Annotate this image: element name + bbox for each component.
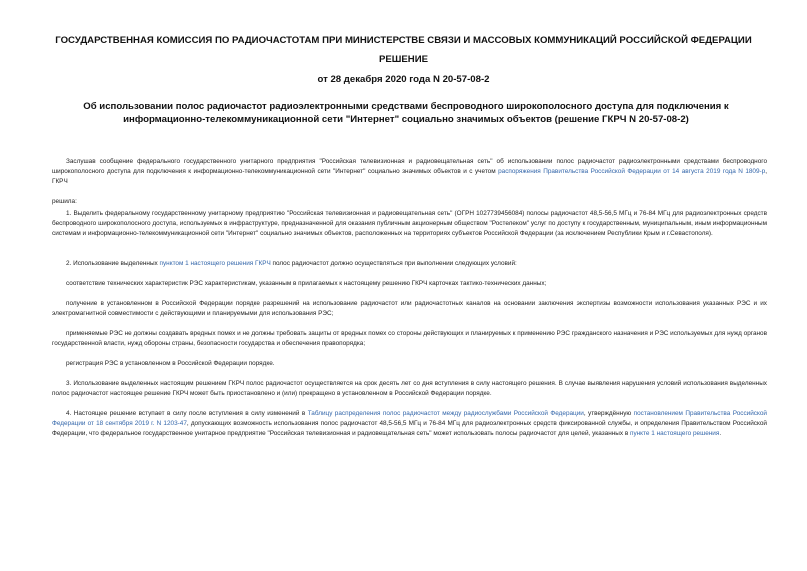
condition-2-paragraph [52, 299, 767, 319]
condition-4-paragraph [52, 359, 767, 369]
item-4-pre: 4. Настоящее решение вступает в силу после вступления в силу изменений в [66, 410, 308, 417]
item-3-text: 3. Использование выделенных настоящим решением ГКРЧ полос радиочастот осуществляется на срок десять лет со дня вступления в силу настоящего решения. В случае выявления нарушения условий использования выделенных полос радиочастот настоящее решение ГКРЧ может быть приостановлено и (или) прекращено в установленном в Российской Федерации порядке. [52, 380, 767, 397]
item-1-reference-link[interactable]: пунктом 1 настоящего решения ГКРЧ [159, 260, 271, 267]
document-type: РЕШЕНИЕ [378, 54, 429, 65]
condition-1-paragraph [52, 279, 767, 289]
condition-4-text: регистрация РЭС в установленном в Российской Федерации порядке. [66, 360, 275, 367]
decree-link[interactable]: распоряжения Правительства Российской Федерации от 14 августа 2019 года N 1809-р [498, 168, 766, 175]
item-1-text: 1. Выделить федеральному государственному унитарному предприятию "Российская телевизионная и радиовещательная сеть" (ОГРН 1027739456084) полосы радиочастот 48,5-56,5 МГц и 76-84 МГц для радиоэлектронных средств беспроводного широкополосного доступа, используемых в инфраструктуре, предназначенной для оказания публичным акционерным обществом "Ростелеком" услуг по доступу к государственным, муниципальным, иным информационным системам и информационно-телекоммуникационной сети "Интернет" социально значимых объектов, расположенных на территориях субъектов Российской Федерации (за исключением Республики Крым и г.Севастополя). [52, 210, 767, 237]
condition-2-text: получение в установленном в Российской Федерации порядке разрешений на использование радиочастот или радиочастотных каналов на основании заключения экспертизы возможности использования указанных РЭС и их электромагнитной совместимости с действующими и планируемыми для использования РЭС; [52, 300, 767, 317]
condition-3-paragraph [52, 329, 767, 349]
condition-3-text: применяемые РЭС не должны создавать вредных помех и не должны требовать защиты от вредных помех со стороны действующих и планируемых к применению РЭС гражданского назначения и РЭС используемых для нужд органов государственной власти, нужд обороны страны, безопасности государства и обеспечения правопорядка; [52, 330, 767, 347]
item-4-mid-2: , допускающих возможность использования полос радиочастот 48,5-56,5 МГц и 76-84 МГц для радиоэлектронных средств фиксированной службы, и определения Правительством Российской Федерации, что федеральное государственное унитарное предприятие "Российская телевизионная и радиовещательная сеть" может использовать полосы радиочастот для целей, указанных в [52, 420, 767, 437]
item-1-clause-link[interactable]: пункте 1 настоящего решения [630, 430, 720, 437]
preamble-tail: , ГКРЧ [52, 168, 768, 185]
item-2-post: полос радиочастот должно осуществляться при выполнении следующих условий: [270, 260, 517, 267]
commission-header: ГОСУДАРСТВЕННАЯ КОМИССИЯ ПО РАДИОЧАСТОТАМ ПРИ МИНИСТЕРСТВЕ СВЯЗИ И МАССОВЫХ КОММУНИКАЦИЙ РОССИЙСКОЙ ФЕДЕРАЦИИ [55, 35, 752, 46]
document-title: Об использовании полос радиочастот радиоэлектронными средствами беспроводного широкополосного доступа для подключения к информационно-телекоммуникационной сети "Интернет" социально значимых объектов (решение ГКРЧ N 20-57-08-2) [83, 101, 729, 125]
preamble-text: Заслушав сообщение федерального государственного унитарного предприятия "Российская телевизионная и радиовещательная сеть" об использовании полос радиочастот радиоэлектронными средствами беспроводного широкополосного доступа для подключения к информационно-телекоммуникационной сети "Интернет" социально значимых объектов и с учетом [52, 158, 767, 175]
item-2-pre: 2. Использование выделенных [66, 260, 160, 267]
condition-1-text: соответствие технических характеристик РЭС характеристикам, указанным в прилагаемых к настоящему решению ГКРЧ карточках тактико-технических данных; [66, 280, 547, 287]
government-decree-link[interactable]: постановлением Правительства Российской Федерации от 18 сентября 2019 г. N 1203-47 [52, 410, 767, 427]
resolved-label: решила: [52, 198, 77, 205]
preamble-paragraph [52, 157, 767, 187]
item-3-paragraph [52, 379, 767, 399]
item-4-paragraph [52, 409, 767, 439]
item-2-paragraph [52, 259, 767, 269]
frequency-table-link[interactable]: Таблицу распределения полос радиочастот между радиослужбами Российской Федерации [307, 410, 584, 417]
item-1-paragraph [52, 209, 767, 239]
item-4-post: . [719, 430, 722, 437]
item-4-mid-1: , утверждённую [583, 410, 634, 417]
document-date-number: от 28 декабря 2020 года N 20-57-08-2 [317, 74, 490, 85]
